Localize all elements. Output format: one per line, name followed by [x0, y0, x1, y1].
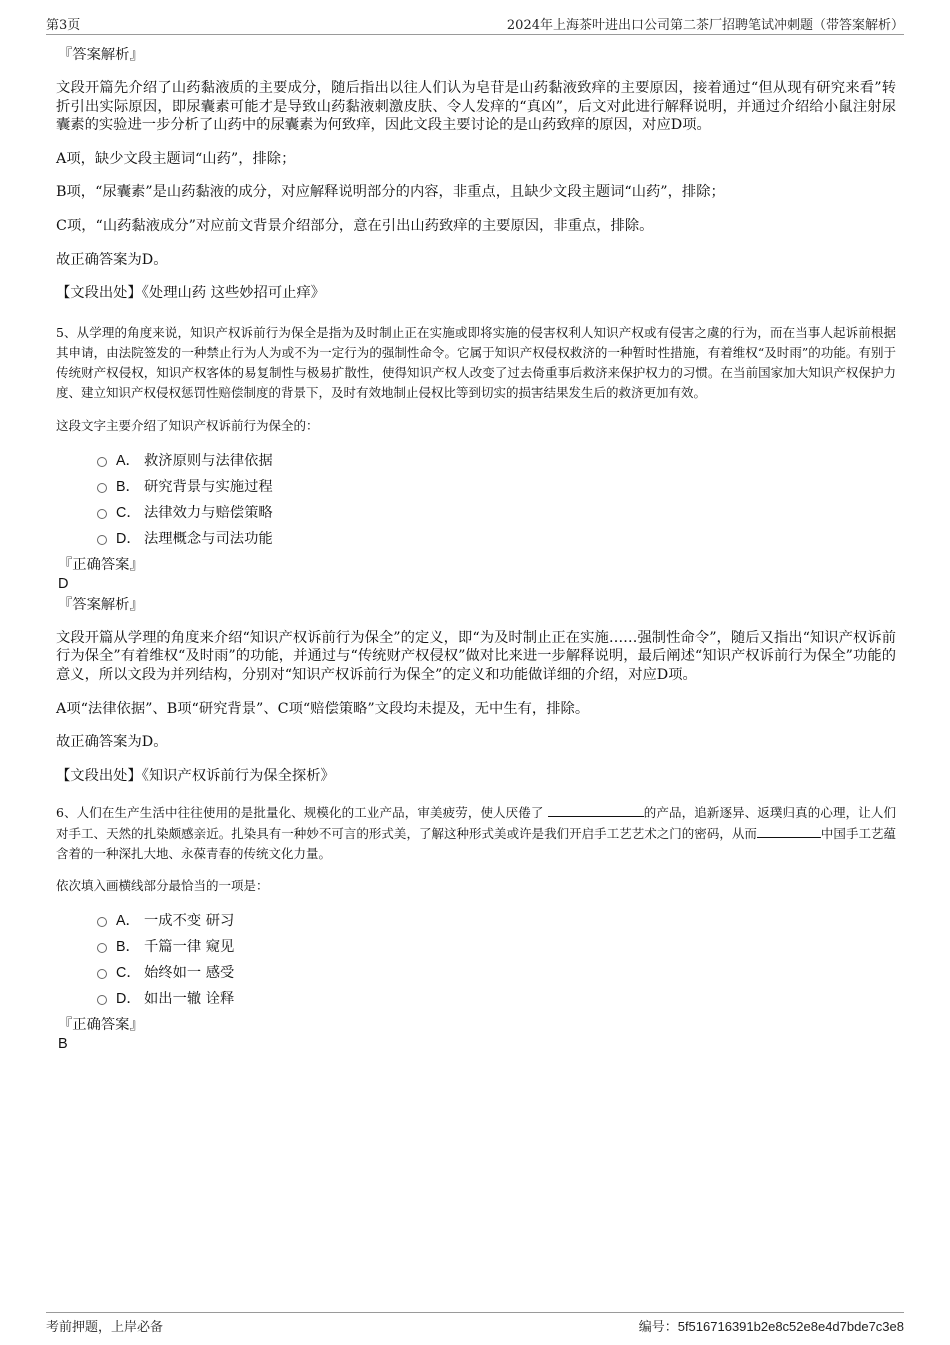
option-d[interactable]: D． 法理概念与司法功能 — [56, 526, 896, 552]
analysis-options: A项“法律依据”、B项“研究背景”、C项“赔偿策略”文段均未提及，无中生有，排除。 — [56, 700, 590, 717]
radio-icon[interactable] — [97, 943, 107, 953]
fill-blank-2 — [757, 825, 821, 838]
document-code: 编号：5f516716391b2e8c52e8e4d7bde7c3e8 — [638, 1319, 904, 1335]
conclusion: 故正确答案为D。 — [56, 734, 168, 751]
radio-icon[interactable] — [97, 457, 107, 467]
question-5-text: 5、从学理的角度来说，知识产权诉前行为保全是指为及时制止正在实施或即将实施的侵害权利人知识产权或有侵害之虞的行为，而在当事人起诉前根据其申请，由法院签发的一种禁止行为人为或不为一定行为的强制性命令。它属于知识产权侵权救济的一种暂时性措施，有着维权“及时雨”的功能。有别于传统财产权侵权，知识产权客体的易复制性与极易扩散性，使得知识产权人改变了过去倚重事后救济来保护权力的习惯。在当前国家加大知识产权保护力度、建立知识产权侵权惩罚性赔偿制度的背景下，及时有效地制止侵权比等到切实的损害结果发生后的救济更加有效。 — [56, 324, 896, 401]
radio-icon[interactable] — [97, 535, 107, 545]
page-header — [46, 14, 904, 35]
option-a[interactable]: A． 救济原则与法律依据 — [56, 448, 896, 474]
radio-icon[interactable] — [97, 483, 107, 493]
radio-icon[interactable] — [97, 969, 107, 979]
analysis-option-b: B项，“尿囊素”是山药黏液的成分，对应解释说明部分的内容，非重点，且缺少文段主题词“山药”，排除； — [56, 184, 725, 201]
analysis-paragraph: 文段开篇先介绍了山药黏液质的主要成分，随后指出以往人们认为皂苷是山药黏液致痒的主要原因，接着通过“但从现有研究来看”转折引出实际原因，即尿囊素可能才是导致山药黏液刺激皮肤、令人发痒的“真凶”，后文对此进行解释说明，并通过介绍给小鼠注射尿囊素的实验进一步分析了山药中的尿囊素为何致痒，因此文段主要讨论的是山药致痒的原因，对应D项。 — [56, 80, 896, 134]
option-a[interactable]: A． 一成不变 研习 — [56, 908, 896, 934]
correct-answer: B — [58, 1036, 68, 1053]
page-content — [56, 46, 896, 1053]
source-citation: 【文段出处】《处理山药 这些妙招可止痒》 — [56, 285, 326, 302]
analysis-paragraph: 文段开篇从学理的角度来介绍“知识产权诉前行为保全”的定义，即“为及时制止正在实施……强制性命令”，随后又指出“知识产权诉前行为保全”有着维权“及时雨”的功能，并通过与“传统财产权侵权”做对比来进一步解释说明，最后阐述“知识产权诉前行为保全”功能的意义，所以文段为并列结构，分别对“知识产权诉前行为保全”的定义和功能做详细的介绍，对应D项。 — [56, 629, 896, 683]
analysis-option-a: A项，缺少文段主题词“山药”，排除； — [56, 150, 296, 167]
source-citation: 【文段出处】《知识产权诉前行为保全探析》 — [56, 767, 335, 784]
analysis-label: 『答案解析』 — [58, 47, 144, 63]
option-d[interactable]: D． 如出一辙 诠释 — [56, 986, 896, 1012]
page-number: 第3页 — [46, 18, 81, 33]
question-6-options — [56, 908, 896, 1012]
option-c[interactable]: C． 始终如一 感受 — [56, 960, 896, 986]
document-title: 2024年上海茶叶进出口公司第二茶厂招聘笔试冲刺题（带答案解析） — [506, 18, 904, 33]
option-b[interactable]: B． 研究背景与实施过程 — [56, 474, 896, 500]
radio-icon[interactable] — [97, 509, 107, 519]
analysis-option-c: C项，“山药黏液成分”对应前文背景介绍部分，意在引出山药致痒的主要原因，非重点，排除。 — [56, 217, 654, 234]
question-5-options — [56, 448, 896, 552]
question-6-text: 6、人们在生产生活中往往使用的是批量化、规模化的工业产品，审美疲劳，使人厌倦了 的产品，追新逐异、返璞归真的心理，让人们对手工、天然的扎染颇感亲近。扎染具有一种妙不可言的形式美，了解这种形式美或许是我们开启手工艺艺术之门的密码，从而 中国手工艺蕴含着的一种深扎大地、永葆青春的传统文化力量。 — [56, 805, 896, 861]
analysis-label: 『答案解析』 — [58, 596, 144, 613]
option-c[interactable]: C． 法律效力与赔偿策略 — [56, 500, 896, 526]
answer-label: 『正确答案』 — [58, 1017, 144, 1034]
correct-answer: D — [58, 575, 69, 592]
answer-label: 『正确答案』 — [58, 556, 144, 573]
radio-icon[interactable] — [97, 995, 107, 1005]
option-b[interactable]: B． 千篇一律 窥见 — [56, 934, 896, 960]
page-footer — [46, 1312, 904, 1335]
conclusion: 故正确答案为D。 — [56, 251, 168, 268]
question-5-prompt: 这段文字主要介绍了知识产权诉前行为保全的： — [56, 417, 319, 433]
radio-icon[interactable] — [97, 917, 107, 927]
question-6-prompt: 依次填入画横线部分最恰当的一项是： — [56, 877, 269, 893]
footer-motto: 考前押题，上岸必备 — [46, 1320, 164, 1335]
fill-blank-1 — [548, 804, 644, 817]
